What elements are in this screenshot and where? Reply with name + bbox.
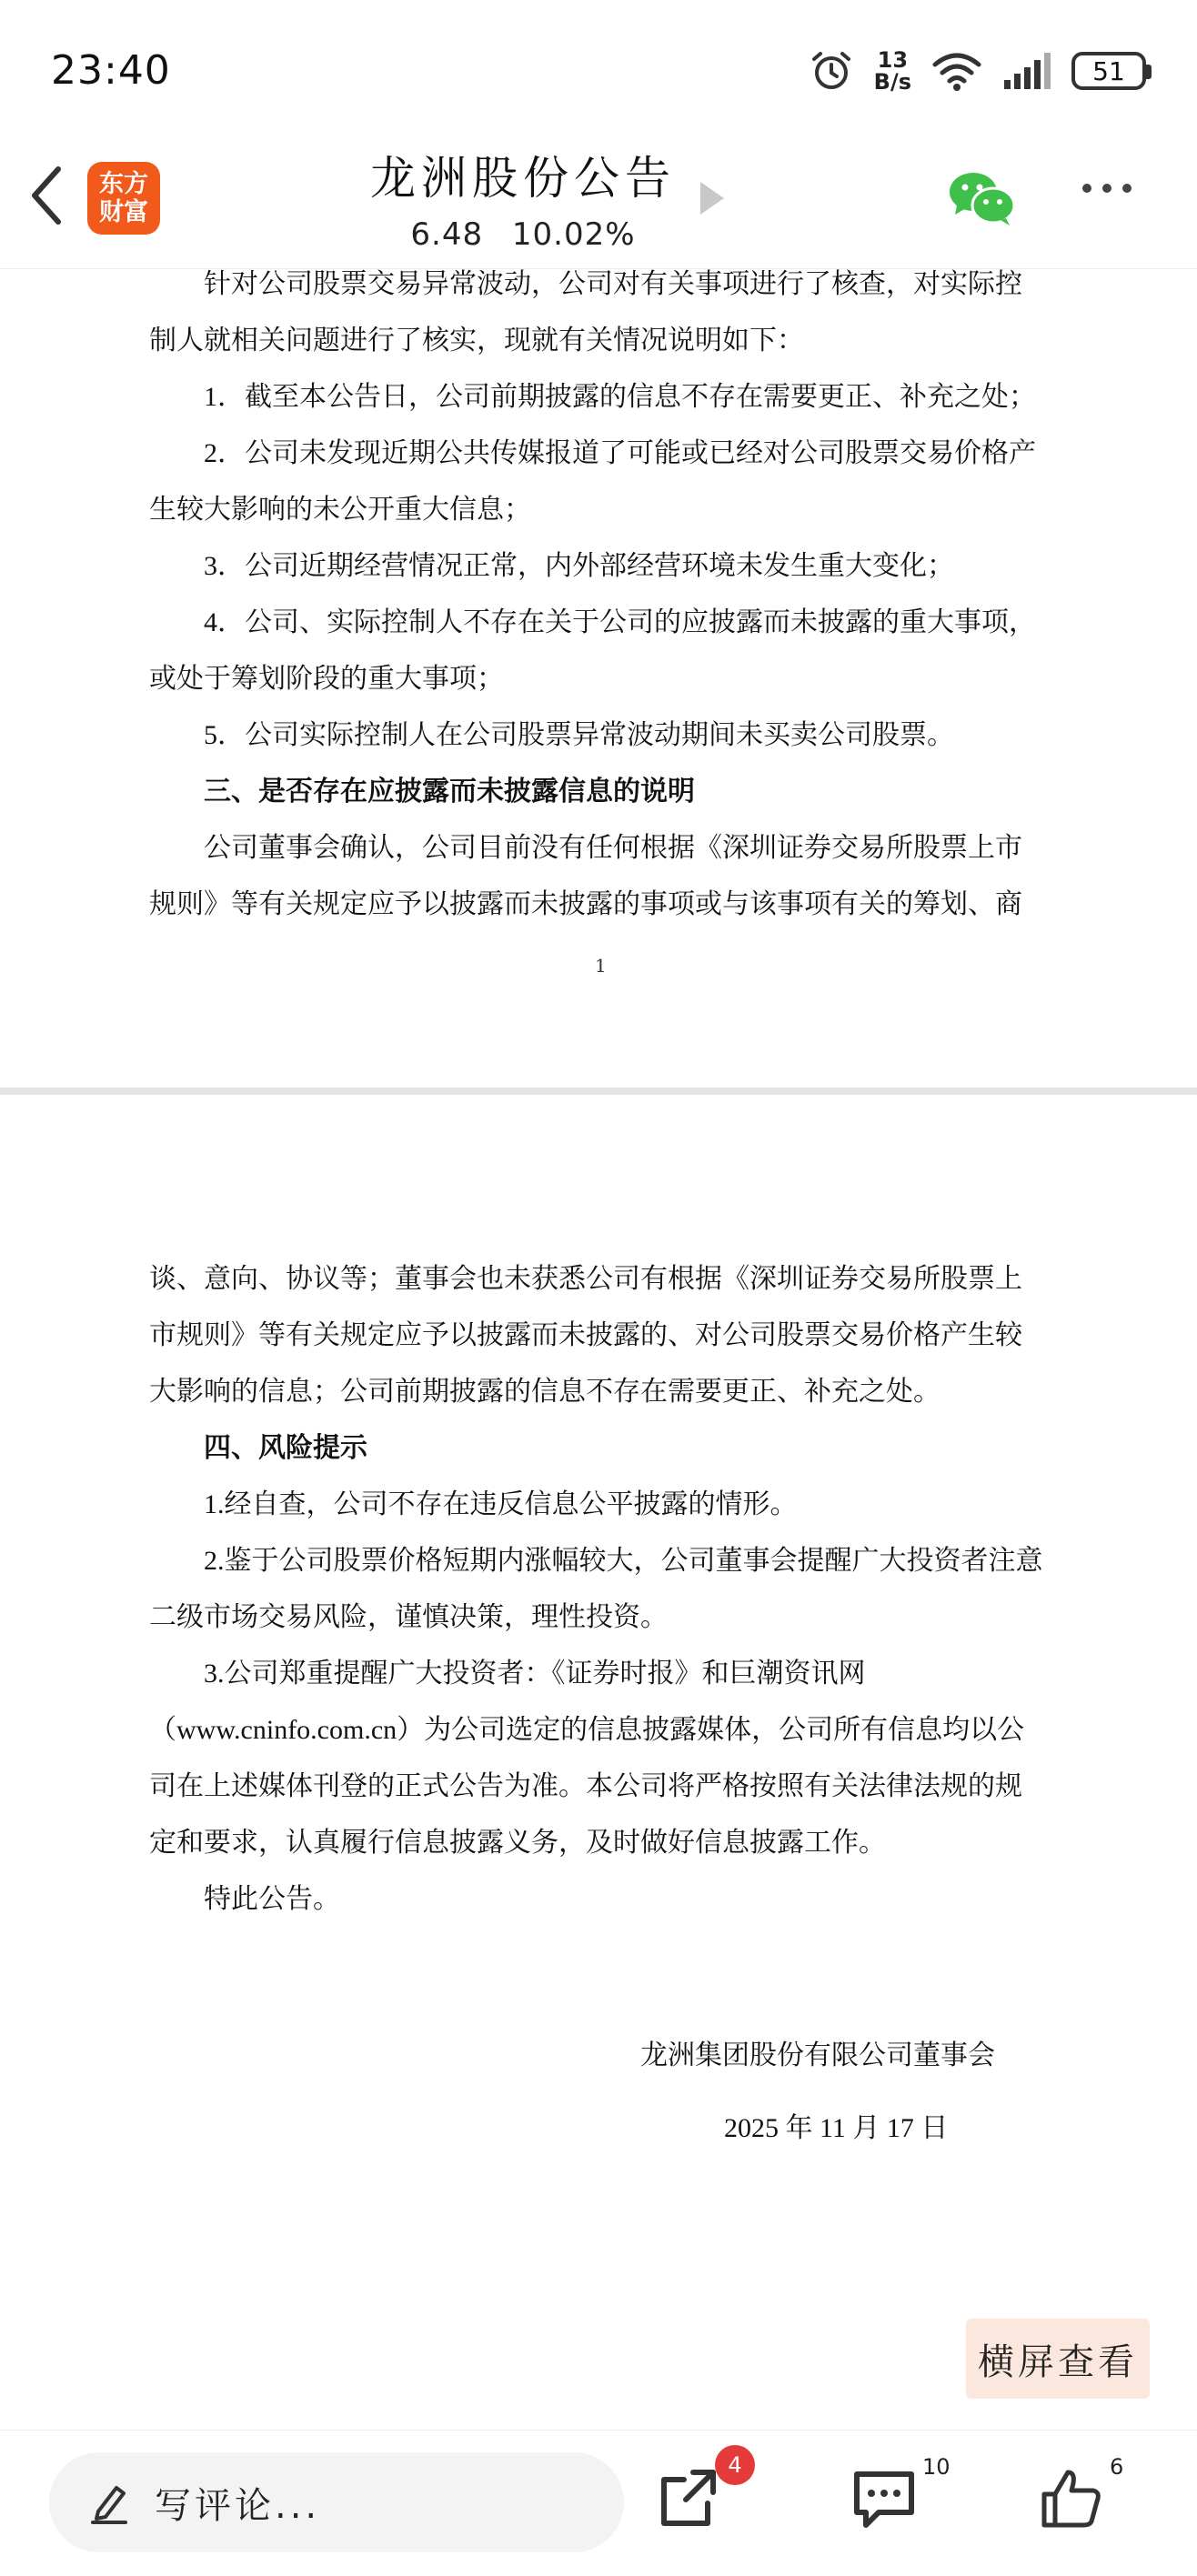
app-logo[interactable] (87, 162, 160, 235)
app-header (0, 136, 1197, 269)
section-heading: 三、是否存在应披露而未披露信息的说明 (204, 777, 695, 807)
comment-input[interactable] (49, 2452, 624, 2552)
network-speed-unit: B/s (873, 69, 911, 95)
announcement-date: 2025 年 11 月 17 日 (724, 2113, 949, 2143)
doc-paragraph: 特此公告。 (204, 1884, 340, 1914)
clock: 23:40 (51, 47, 171, 94)
comment-count: 10 (922, 2454, 951, 2480)
stock-price: 6.48 (410, 216, 484, 253)
pen-icon (89, 2481, 129, 2524)
page-number: 1 (595, 955, 607, 977)
doc-paragraph: 2．公司未发现近期公共传媒报道了可能或已经对公司股票交易价格产生较大影响的未公开重大信息； (149, 438, 1036, 525)
play-triangle-icon[interactable] (699, 180, 726, 216)
stock-change: 10.02% (511, 216, 636, 253)
section-heading: 四、风险提示 (204, 1433, 367, 1463)
title-block (327, 145, 719, 253)
share-icon (657, 2467, 720, 2531)
status-bar (0, 0, 1197, 136)
status-icons (809, 44, 1146, 98)
doc-paragraph: 3．公司近期经营情况正常，内外部经营环境未发生重大变化； (204, 551, 954, 581)
wechat-share-icon[interactable] (948, 169, 1017, 227)
logo-line-2: 财富 (99, 198, 148, 226)
more-menu-icon[interactable] (1082, 184, 1132, 193)
battery-indicator: 51 (1071, 52, 1146, 90)
logo-line-1: 东方 (99, 170, 148, 198)
thumbs-up-icon (1039, 2467, 1104, 2531)
doc-paragraph: 2.鉴于公司股票价格短期内涨幅较大，公司董事会提醒广大投资者注意二级市场交易风险，谨慎决策，理性投资。 (149, 1546, 1043, 1632)
wifi-icon (931, 50, 982, 92)
back-button[interactable] (20, 155, 75, 236)
share-badge: 4 (715, 2445, 755, 2485)
doc-paragraph: 3.公司郑重提醒广大投资者：《证券时报》和巨潮资讯网（www.cninfo.com.cn）为公司选定的信息披露媒体，公司所有信息均以公司在上述媒体刊登的正式公告为准。本公司将严格按照有关法律法规的规定和要求，认真履行信息披露义务，及时做好信息披露工作。 (149, 1659, 1025, 1858)
comment-bubble-icon (851, 2467, 917, 2531)
signature: 龙洲集团股份有限公司董事会 (640, 2040, 995, 2070)
bottom-action-bar (0, 2430, 1197, 2576)
doc-paragraph: 5．公司实际控制人在公司股票异常波动期间未买卖公司股票。 (204, 720, 954, 750)
comment-placeholder: 写评论... (155, 2484, 321, 2527)
chevron-left-icon (29, 164, 65, 227)
doc-paragraph: 公司董事会确认，公司目前没有任何根据《深圳证券交易所股票上市规则》等有关规定应予以披露而未披露的事项或与该事项有关的筹划、商 (149, 833, 1022, 919)
doc-paragraph: 谈、意向、协议等；董事会也未获悉公司有根据《深圳证券交易所股票上市规则》等有关规定应予以披露而未披露的、对公司股票交易价格产生较大影响的信息；公司前期披露的信息不存在需要更正、补充之处。 (149, 1264, 1022, 1407)
network-speed-value: 13 (877, 47, 909, 73)
comments-button[interactable] (851, 2454, 951, 2534)
network-speed (874, 49, 911, 93)
share-button[interactable] (657, 2452, 742, 2534)
signal-icon (1002, 51, 1051, 91)
like-button[interactable] (1039, 2454, 1124, 2534)
page-divider (0, 1088, 1197, 1095)
doc-paragraph: 1．截至本公告日，公司前期披露的信息不存在需要更正、补充之处； (204, 382, 1036, 412)
doc-paragraph: 4．公司、实际控制人不存在关于公司的应披露而未披露的重大事项，或处于筹划阶段的重大事项； (149, 607, 1036, 694)
landscape-view-button[interactable]: 横屏查看 (966, 2319, 1150, 2399)
stock-quote (327, 216, 719, 253)
like-count: 6 (1110, 2454, 1124, 2480)
page-title: 龙洲股份公告 (370, 152, 676, 205)
doc-paragraph: 1.经自查，公司不存在违反信息公平披露的情形。 (204, 1489, 798, 1519)
doc-paragraph: 针对公司股票交易异常波动，公司对有关事项进行了核查，对实际控制人就相关问题进行了核实，现就有关情况说明如下： (149, 269, 1022, 356)
alarm-icon (809, 48, 854, 94)
